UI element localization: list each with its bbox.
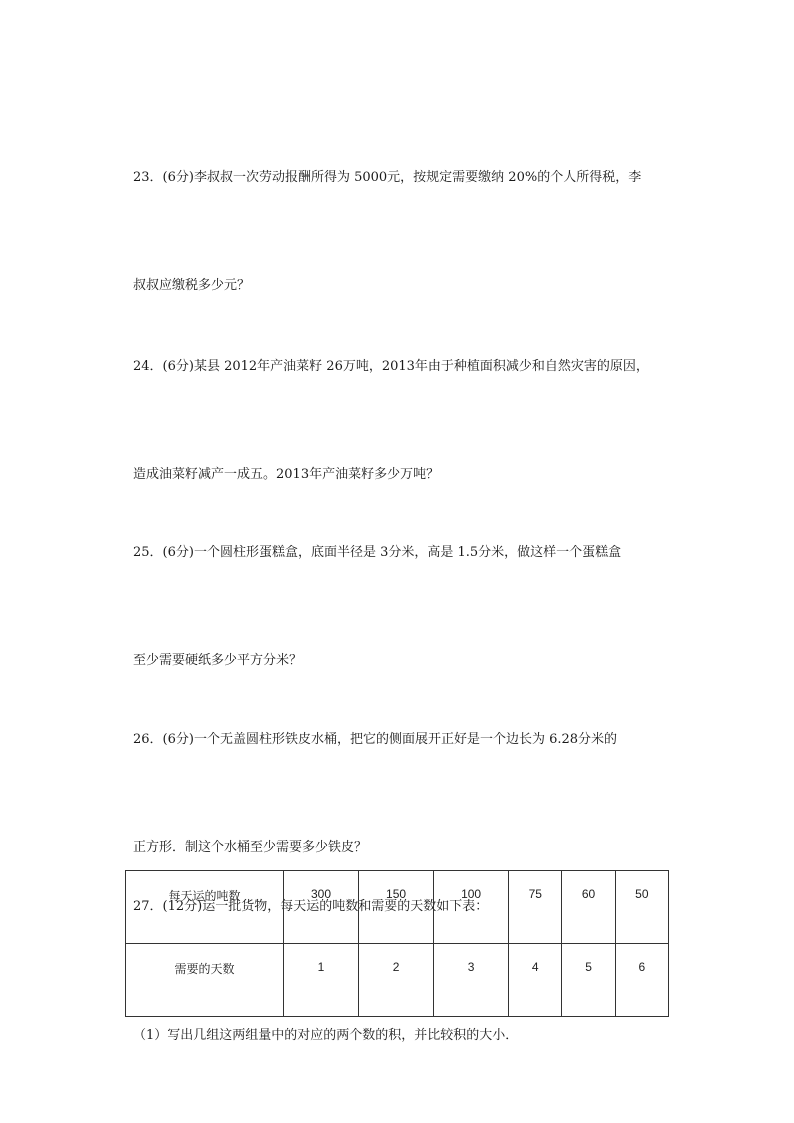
table-cell: 6 (615, 944, 668, 1017)
table-cell: 4 (509, 944, 562, 1017)
question-27-line-1: 27．(12分)运一批货物，每天运的吨数和需要的天数如下表： (133, 899, 489, 914)
tons-days-table (125, 870, 669, 1017)
table-cell: 50 (615, 871, 668, 944)
table-cell: 75 (509, 871, 562, 944)
table-cell: 3 (434, 944, 509, 1017)
table-header-days: 需要的天数 (126, 944, 284, 1017)
table-cell: 100 (434, 871, 509, 944)
table-cell: 60 (562, 871, 615, 944)
question-25-line-2: 至少需要硬纸多少平方分米？ (133, 653, 303, 668)
table-cell: 5 (562, 944, 615, 1017)
table-cell: 150 (359, 871, 434, 944)
table-row-tons (126, 871, 669, 944)
question-26-line-2: 正方形．制这个水桶至少需要多少铁皮？ (133, 840, 368, 855)
question-25-line-1: 25．(6分)一个圆柱形蛋糕盒，底面半径是 3分米，高是 1.5分米，做这样一个蛋糕盒 (133, 545, 622, 560)
table-cell: 1 (284, 944, 359, 1017)
question-23-line-1: 23．(6分)李叔叔一次劳动报酬所得为 5000元，按规定需要缴纳 20%的个人所得税，李 (133, 170, 642, 185)
question-26-line-1: 26．(6分)一个无盖圆柱形铁皮水桶，把它的侧面展开正好是一个边长为 6.28分米的 (133, 732, 618, 747)
question-24-line-1: 24．(6分)某县 2012年产油菜籽 26万吨，2013年由于种植面积减少和自然灾害的原因， (133, 359, 649, 374)
table-row-days (126, 944, 669, 1017)
question-24-line-2: 造成油菜籽减产一成五。2013年产油菜籽多少万吨？ (133, 467, 440, 482)
question-23-line-2: 叔叔应缴税多少元？ (133, 278, 251, 293)
table-cell: 2 (359, 944, 434, 1017)
table-cell: 300 (284, 871, 359, 944)
subquestion-1: （1）写出几组这两组量中的对应的两个数的积，并比较积的大小． (133, 1028, 519, 1043)
table-header-tons: 每天运的吨数 (126, 871, 284, 944)
